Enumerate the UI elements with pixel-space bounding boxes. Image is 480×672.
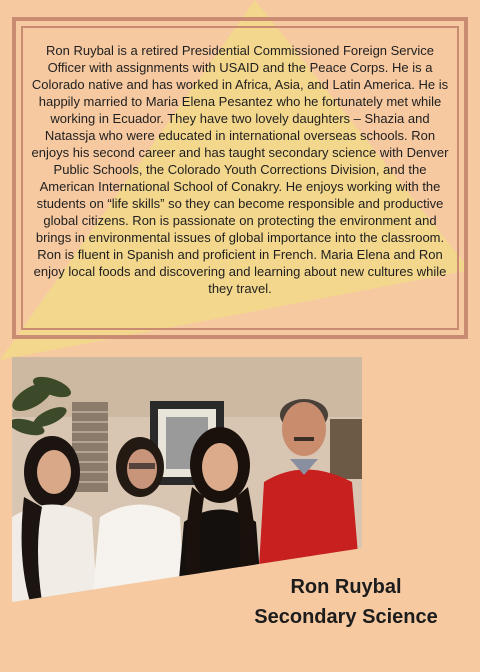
caption bbox=[236, 572, 456, 632]
caption-name: Ron Ruybal bbox=[290, 576, 402, 598]
family-photo-image bbox=[12, 357, 362, 602]
bio-text: Ron Ruybal is a retired Presidential Commissioned Foreign Service Officer with assignments with USAID and the Peace Corps. He is a Colorado native and has worked in Africa, Asia, and Latin America. He is happily married to Maria Elena Pesantez who he fortunately met while working in Ecuador. They have two lovely daughters – Shazia and Natassja who were educated in international overseas schools. Ron enjoys his second career and has taught secondary science with Denver Public Schools, the Colorado Youth Corrections Division, and the American International School of Conakry. He enjoys working with the students on “life skills” so they can become responsible and productive global citizens. Ron is passionate on protecting the environment and brings in environmental issues of global importance into the classroom. Ron is fluent in Spanish and proficient in French. Maria Elena and Ron enjoy local foods and discovering and learning about new cultures while they travel. bbox=[31, 43, 449, 296]
caption-role: Secondary Science bbox=[254, 606, 438, 628]
family-photo bbox=[12, 357, 362, 602]
